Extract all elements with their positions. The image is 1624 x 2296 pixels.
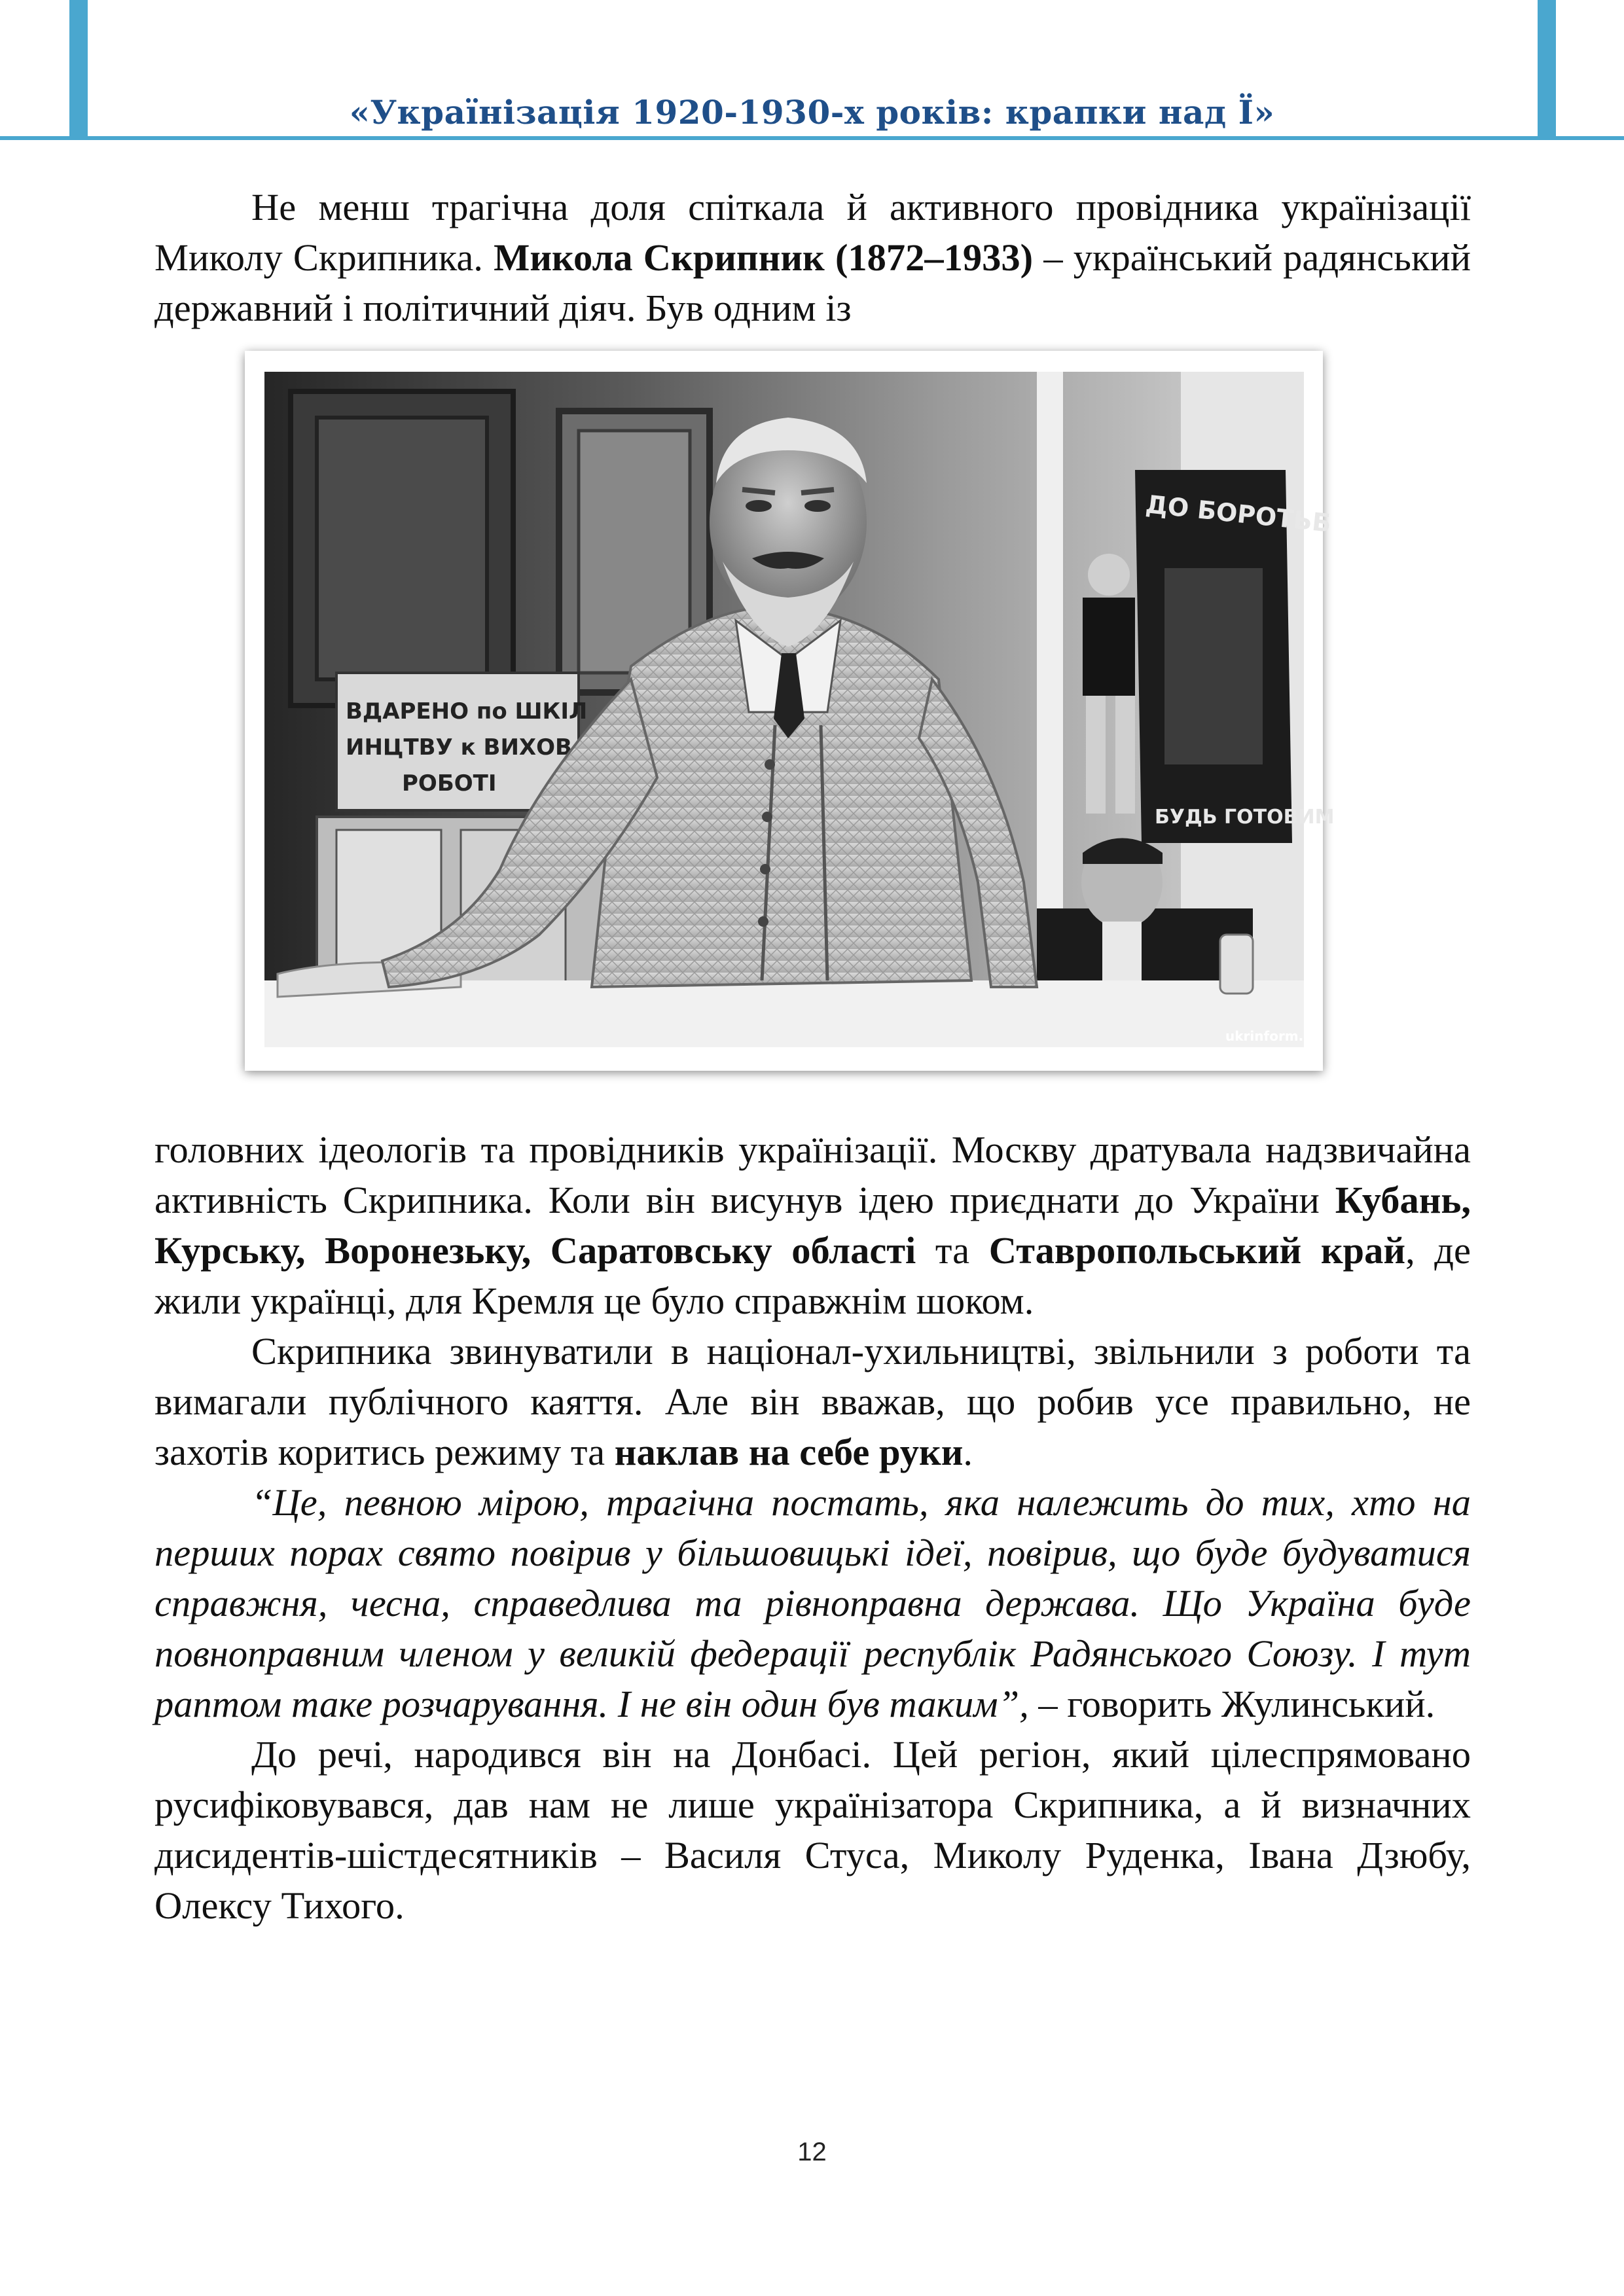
text-run: Не менш трагічна доля спіткала й активного провідника українізації Миколу Скрипника. [154, 186, 1471, 279]
text-run: головних ідеологів та провідників українізації. Москву дратувала надзвичайна активність Скрипника. Коли він висунув ідею приєднати до України [154, 1128, 1471, 1221]
banner-text-bottom: БУДЬ ГОТОВИМ [1155, 806, 1335, 829]
text-block-main [154, 1124, 1471, 1931]
banner-text-top: ДО БОРОТЬБ [1144, 490, 1333, 538]
quote-attribution: – говорить Жулинський. [1028, 1683, 1435, 1725]
bold-suicide: наклав на себе руки [614, 1431, 964, 1473]
text-run: та [916, 1229, 989, 1272]
text-run: До речі, народився він на Донбасі. Цей регіон, який цілеспрямовано русифіковувався, дав нам не лише українізатора Скрипника, а й визначних дисидентів-шістдесятників – Василя Стуса, Миколу Руденка, Івана Дзюбу, Олексу Тихого. [154, 1733, 1471, 1927]
text-run: – український радянський державний і політичний діяч. Був одним із [154, 236, 1471, 329]
photo-watermark: ukrinform.ua [1225, 1028, 1322, 1044]
bold-stavropol: Ставропольський край [988, 1229, 1406, 1272]
photo-skrypnyk-speaking [264, 372, 1335, 1047]
poster-text-line3: РОБОТІ [402, 770, 497, 797]
paragraph-ideologists [154, 1124, 1471, 1326]
text-run: Скрипника звинуватили в націонал-ухильництві, звільнили з роботи та вимагали публічного каяття. Але він вважав, що робив усе правильно, не захотів коритись режиму та [154, 1330, 1471, 1473]
page-number: 12 [797, 2138, 827, 2166]
paragraph-intro [154, 182, 1471, 333]
poster-text-line2: ИНЦТВУ к ВИХОВ [346, 734, 572, 761]
poster-text-line1: ВДАРЕНО по ШКІЛ [346, 698, 588, 725]
bold-regions: Кубань, Курську, Воронезьку, Саратовську області [154, 1179, 1471, 1272]
portrait-photo [245, 351, 1335, 1071]
header-rule [0, 136, 1624, 140]
text-block-intro [154, 182, 1471, 333]
running-header-title: «Українізація 1920-1930-х років: крапки над Ї» [349, 93, 1275, 132]
paragraph-accusation [154, 1326, 1471, 1477]
paragraph-donbas [154, 1729, 1471, 1931]
italic-quote: “Це, певною мірою, трагічна постать, яка належить до тих, хто на перших порах свято повірив у більшовицькі ідеї, повірив, що буде будуватися справжня, чесна, справедлива та рівноправна держава. Що Україна буде повноправним членом у великій федерації республік Радянського Союзу. І тут раптом таке розчарування. І не він один був таким”, [154, 1481, 1471, 1725]
paragraph-quote [154, 1477, 1471, 1729]
text-run: . [963, 1431, 973, 1473]
bold-name-dates: Микола Скрипник (1872–1933) [494, 236, 1034, 279]
text-run: , де жили українці, для Кремля це було справжнім шоком. [154, 1229, 1471, 1322]
